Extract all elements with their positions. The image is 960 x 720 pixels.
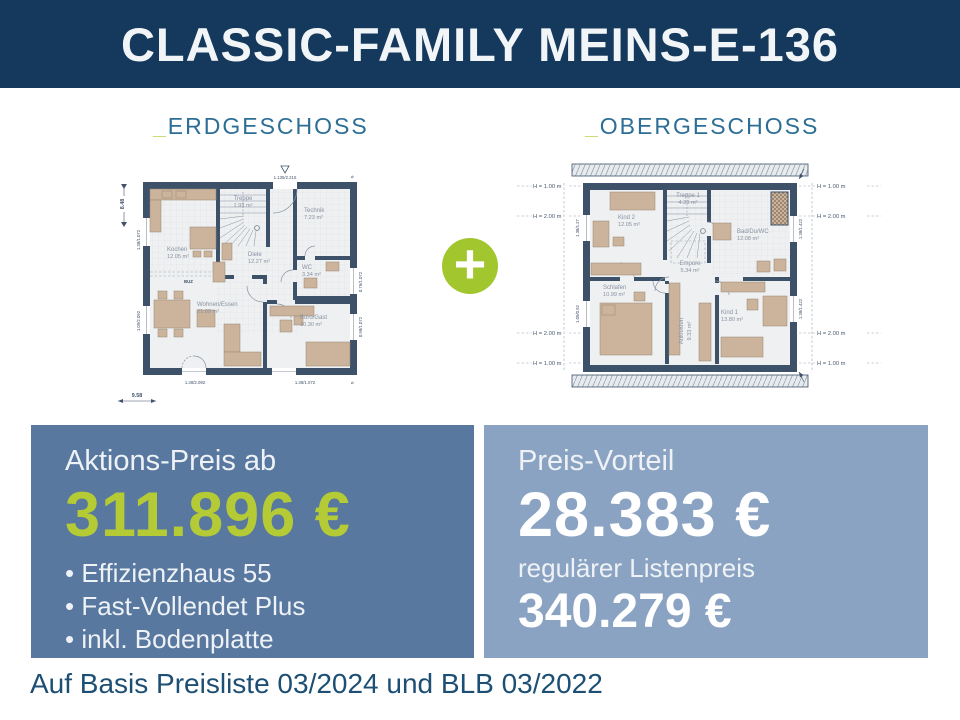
room-area: 7.23 m²	[304, 215, 323, 221]
height-mark: H = 2.00 m	[533, 331, 562, 337]
room-label: Bad/Du/WC	[737, 229, 769, 235]
advantage-label: Preis-Vorteil	[518, 445, 675, 477]
price-basis-note: Auf Basis Preisliste 03/2024 und BLB 03/2022	[30, 668, 603, 699]
room-label: WC	[302, 265, 312, 271]
room-label: Empore	[679, 261, 701, 267]
og-chimney	[771, 192, 788, 225]
obergeschoss-floorplan	[515, 153, 945, 403]
page-title: CLASSIC-FAMILY MEINS-E-136	[120, 18, 840, 71]
height-mark: H = 1.00 m	[533, 184, 562, 190]
dimension-label: 1.09/0.92	[575, 305, 580, 323]
offer-bullet-list	[65, 557, 474, 656]
room-label: Wohnen/Essen	[197, 302, 238, 308]
dimension-label: 1.38/1.072	[294, 380, 316, 385]
room-area: 10.99 m²	[603, 292, 626, 298]
offer-price: 311.896 €	[65, 480, 351, 550]
room-area: 12.27 m²	[248, 259, 271, 265]
dimension-label: 1.38/1.072	[136, 229, 141, 251]
obergeschoss-label: _OBERGESCHOSS	[585, 113, 820, 139]
room-label: Kind 1	[721, 310, 739, 316]
height-mark: H = 1.00 m	[817, 184, 846, 190]
room-area: 10.30 m²	[300, 322, 323, 328]
height-mark: H = 2.00 m	[533, 214, 562, 220]
dimension-label: 1.38/1.422	[798, 298, 803, 320]
room-label: Schlafen	[603, 285, 627, 291]
height-mark: H = 2.00 m	[817, 214, 846, 220]
erdgeschoss-floorplan	[104, 156, 424, 406]
dimension-label: ⌀	[351, 174, 354, 179]
offer-bullet: • Effizienzhaus 55	[65, 557, 474, 590]
room-label: Kind 2	[618, 215, 636, 221]
label-underscore: _	[585, 113, 600, 139]
og-roof-bar-top	[572, 164, 808, 176]
dimension-label: 9.58	[131, 393, 143, 399]
dimension-label: ⌀	[351, 380, 354, 385]
list-price-value: 340.279 €	[518, 584, 732, 638]
height-mark: H = 1.00 m	[817, 361, 846, 367]
room-area: 21.09 m²	[197, 309, 220, 315]
room-area: 13.80 m²	[721, 317, 744, 323]
room-area: 4.39 m²	[678, 200, 698, 206]
height-mark: H = 2.00 m	[817, 331, 846, 337]
offer-bullet: • inkl. Bodenplatte	[65, 623, 474, 656]
room-area: 1.93 m²	[233, 203, 253, 209]
erdgeschoss-label: _ERDGESCHOSS	[153, 113, 369, 139]
room-label: Ankleiden	[679, 317, 685, 345]
room-area: 3.34 m²	[302, 272, 321, 278]
height-mark: H = 1.00 m	[533, 361, 562, 367]
dimension-label: 0.98/1.072	[358, 316, 363, 338]
room-label: Technik	[304, 208, 325, 214]
offer-panel	[31, 425, 474, 658]
dimension-label: BUZ	[184, 279, 193, 284]
dimension-label: 1.135/2.215	[273, 175, 297, 180]
dimension-label: 1.38/1.27	[575, 219, 580, 237]
room-area: 12.08 m²	[737, 236, 760, 242]
list-price-label: regulärer Listenpreis	[518, 552, 756, 583]
room-area: 12.05 m²	[167, 254, 190, 260]
room-label: Treppe 1	[676, 193, 700, 199]
offer-label: Aktions-Preis ab	[65, 445, 277, 477]
dimension-label: 1.38/2.092	[184, 380, 206, 385]
dimension-label: 1.38/1.422	[798, 218, 803, 240]
eg-technik-floor	[297, 189, 350, 256]
og-roof-bar-bottom	[572, 375, 808, 387]
room-label: Diele	[248, 252, 262, 258]
plus-icon: +	[442, 238, 498, 294]
offer-bullet: • Fast-Vollendet Plus	[65, 590, 474, 623]
dimension-label: 0.76/1.072	[358, 271, 363, 293]
advantage-panel	[484, 425, 928, 658]
room-label: Büro/Gast	[300, 315, 328, 321]
room-label: Kochen	[167, 247, 188, 253]
dimension-label: 1.09/2.092	[136, 310, 141, 332]
advantage-value: 28.383 €	[518, 480, 772, 550]
room-area: 9.33 m²	[687, 321, 693, 341]
title-bar	[0, 0, 960, 88]
label-underscore: _	[153, 113, 168, 139]
room-area: 12.05 m²	[618, 222, 641, 228]
room-label: Treppe	[233, 196, 253, 202]
dimension-label: 8.48	[120, 198, 126, 210]
room-area: 5.34 m²	[680, 268, 700, 274]
